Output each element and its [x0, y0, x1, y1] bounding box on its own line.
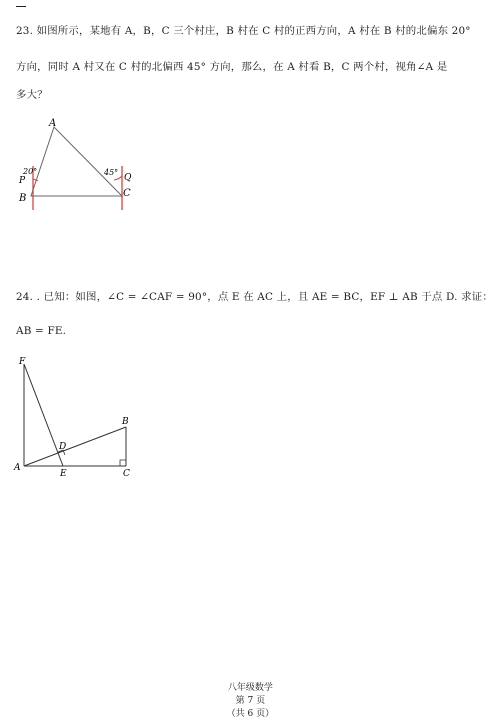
triangle-abc [31, 127, 122, 196]
label-a2: A [14, 463, 21, 473]
label-b2: B [122, 417, 129, 427]
page-footer [0, 670, 495, 719]
footer-total: （共 6 页） [226, 709, 275, 719]
header-rule [16, 6, 26, 7]
segment-ab [24, 427, 126, 466]
angle-label-20: 20° [23, 167, 38, 176]
q23-figure [14, 114, 144, 214]
label-q: Q [124, 173, 132, 183]
q24-figure [10, 352, 140, 482]
segment-fe [24, 364, 63, 466]
q24-text-line-2: AB = FE. [16, 325, 67, 337]
label-p: P [19, 176, 26, 186]
q24-text-line-1: 24. . 已知：如图，∠C = ∠CAF = 90°，点 E 在 AC 上，且 AE = BC，EF ⊥ AB 于点 D. 求证： [16, 291, 493, 303]
label-f: F [19, 357, 26, 367]
right-angle-c [120, 460, 126, 466]
footer-page: 第 7 页 [235, 696, 266, 706]
q23-text-line-3: 多大？ [16, 89, 48, 101]
label-b: B [19, 193, 27, 204]
label-a: A [49, 118, 57, 129]
label-d: D [59, 442, 67, 452]
label-c2: C [123, 469, 130, 479]
angle-arc-b [33, 179, 38, 181]
footer-subject: 八年级数学 [227, 683, 273, 693]
q23-text-line-2: 方向，同时 A 村又在 C 村的北偏西 45° 方向，那么，在 A 村看 B，C 两个村，视角∠A 是 [16, 61, 448, 73]
label-e: E [60, 469, 67, 479]
label-c: C [123, 188, 131, 199]
q23-text-line-1: 23. 如图所示，某地有 A，B，C 三个村庄，B 村在 C 村的正西方向，A 村在 B 村的北偏东 20° [16, 25, 471, 37]
angle-label-45: 45° [104, 168, 119, 177]
